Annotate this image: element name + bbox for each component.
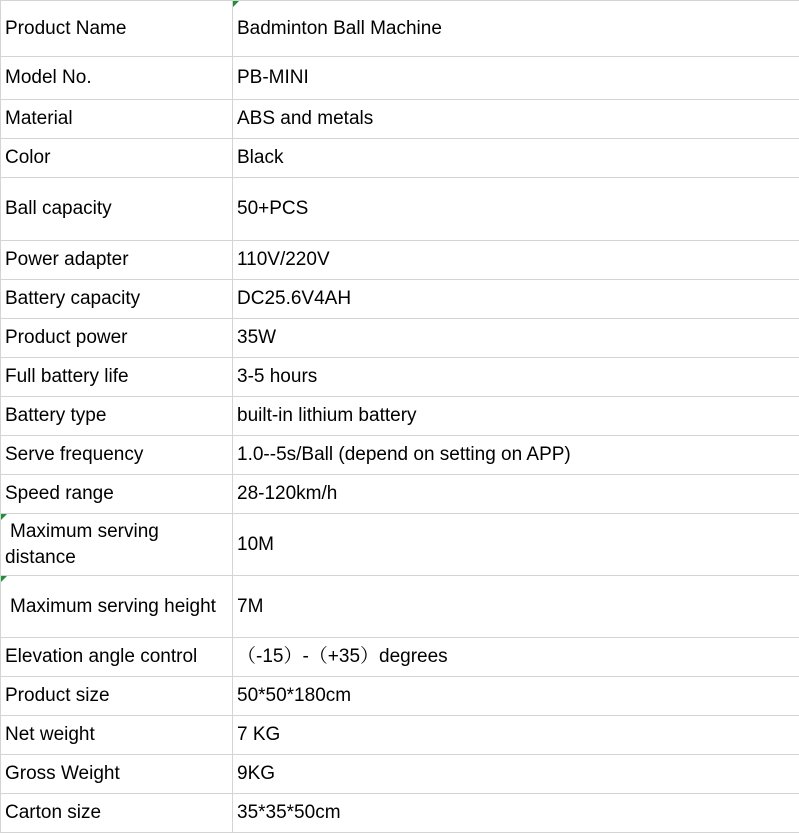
table-row	[1, 241, 799, 280]
spec-value: built-in lithium battery	[233, 397, 799, 436]
spec-value: 35*35*50cm	[233, 794, 799, 833]
table-row	[1, 280, 799, 319]
spec-label	[1, 514, 233, 576]
table-row	[1, 716, 799, 755]
spec-label-text: Maximum serving height	[5, 596, 216, 617]
spec-label: Power adapter	[1, 241, 233, 280]
spec-label: Full battery life	[1, 358, 233, 397]
table-row	[1, 57, 799, 100]
spec-value: 28-120km/h	[233, 475, 799, 514]
spec-label: Serve frequency	[1, 436, 233, 475]
table-row	[1, 436, 799, 475]
table-row	[1, 100, 799, 139]
spec-value: （-15）-（+35）degrees	[233, 638, 799, 677]
spec-label: Product power	[1, 319, 233, 358]
table-row	[1, 475, 799, 514]
spec-value-text: Badminton Ball Machine	[237, 18, 442, 39]
table-row	[1, 514, 799, 576]
spec-label: Elevation angle control	[1, 638, 233, 677]
spec-value: DC25.6V4AH	[233, 280, 799, 319]
spec-label: Product Name	[1, 1, 233, 57]
table-row	[1, 319, 799, 358]
spec-label	[1, 576, 233, 638]
spec-value: PB-MINI	[233, 57, 799, 100]
table-row	[1, 755, 799, 794]
table-row	[1, 178, 799, 241]
spec-value: 3-5 hours	[233, 358, 799, 397]
spec-label: Model No.	[1, 57, 233, 100]
comment-marker-icon	[1, 576, 7, 582]
table-row	[1, 397, 799, 436]
table-row	[1, 358, 799, 397]
spec-value: 10M	[233, 514, 799, 576]
spec-label: Net weight	[1, 716, 233, 755]
spec-value	[233, 1, 799, 57]
spec-value: 1.0--5s/Ball (depend on setting on APP)	[233, 436, 799, 475]
spec-value: Black	[233, 139, 799, 178]
spec-label: Ball capacity	[1, 178, 233, 241]
comment-marker-icon	[233, 1, 239, 7]
table-row	[1, 1, 799, 57]
spec-label: Battery capacity	[1, 280, 233, 319]
table-row	[1, 638, 799, 677]
spec-label: Battery type	[1, 397, 233, 436]
spec-label: Material	[1, 100, 233, 139]
spec-value: 110V/220V	[233, 241, 799, 280]
table-row	[1, 794, 799, 833]
spec-value: 50*50*180cm	[233, 677, 799, 716]
spec-value: 7M	[233, 576, 799, 638]
spec-value: ABS and metals	[233, 100, 799, 139]
spec-label-text: Maximum serving distance	[5, 521, 159, 568]
spec-value: 7 KG	[233, 716, 799, 755]
comment-marker-icon	[1, 514, 7, 520]
spec-label: Carton size	[1, 794, 233, 833]
spec-value: 9KG	[233, 755, 799, 794]
spec-label: Product size	[1, 677, 233, 716]
spec-value: 50+PCS	[233, 178, 799, 241]
spec-value: 35W	[233, 319, 799, 358]
spec-label: Speed range	[1, 475, 233, 514]
spec-label: Color	[1, 139, 233, 178]
table-row	[1, 139, 799, 178]
table-row	[1, 576, 799, 638]
table-row	[1, 677, 799, 716]
spec-label: Gross Weight	[1, 755, 233, 794]
